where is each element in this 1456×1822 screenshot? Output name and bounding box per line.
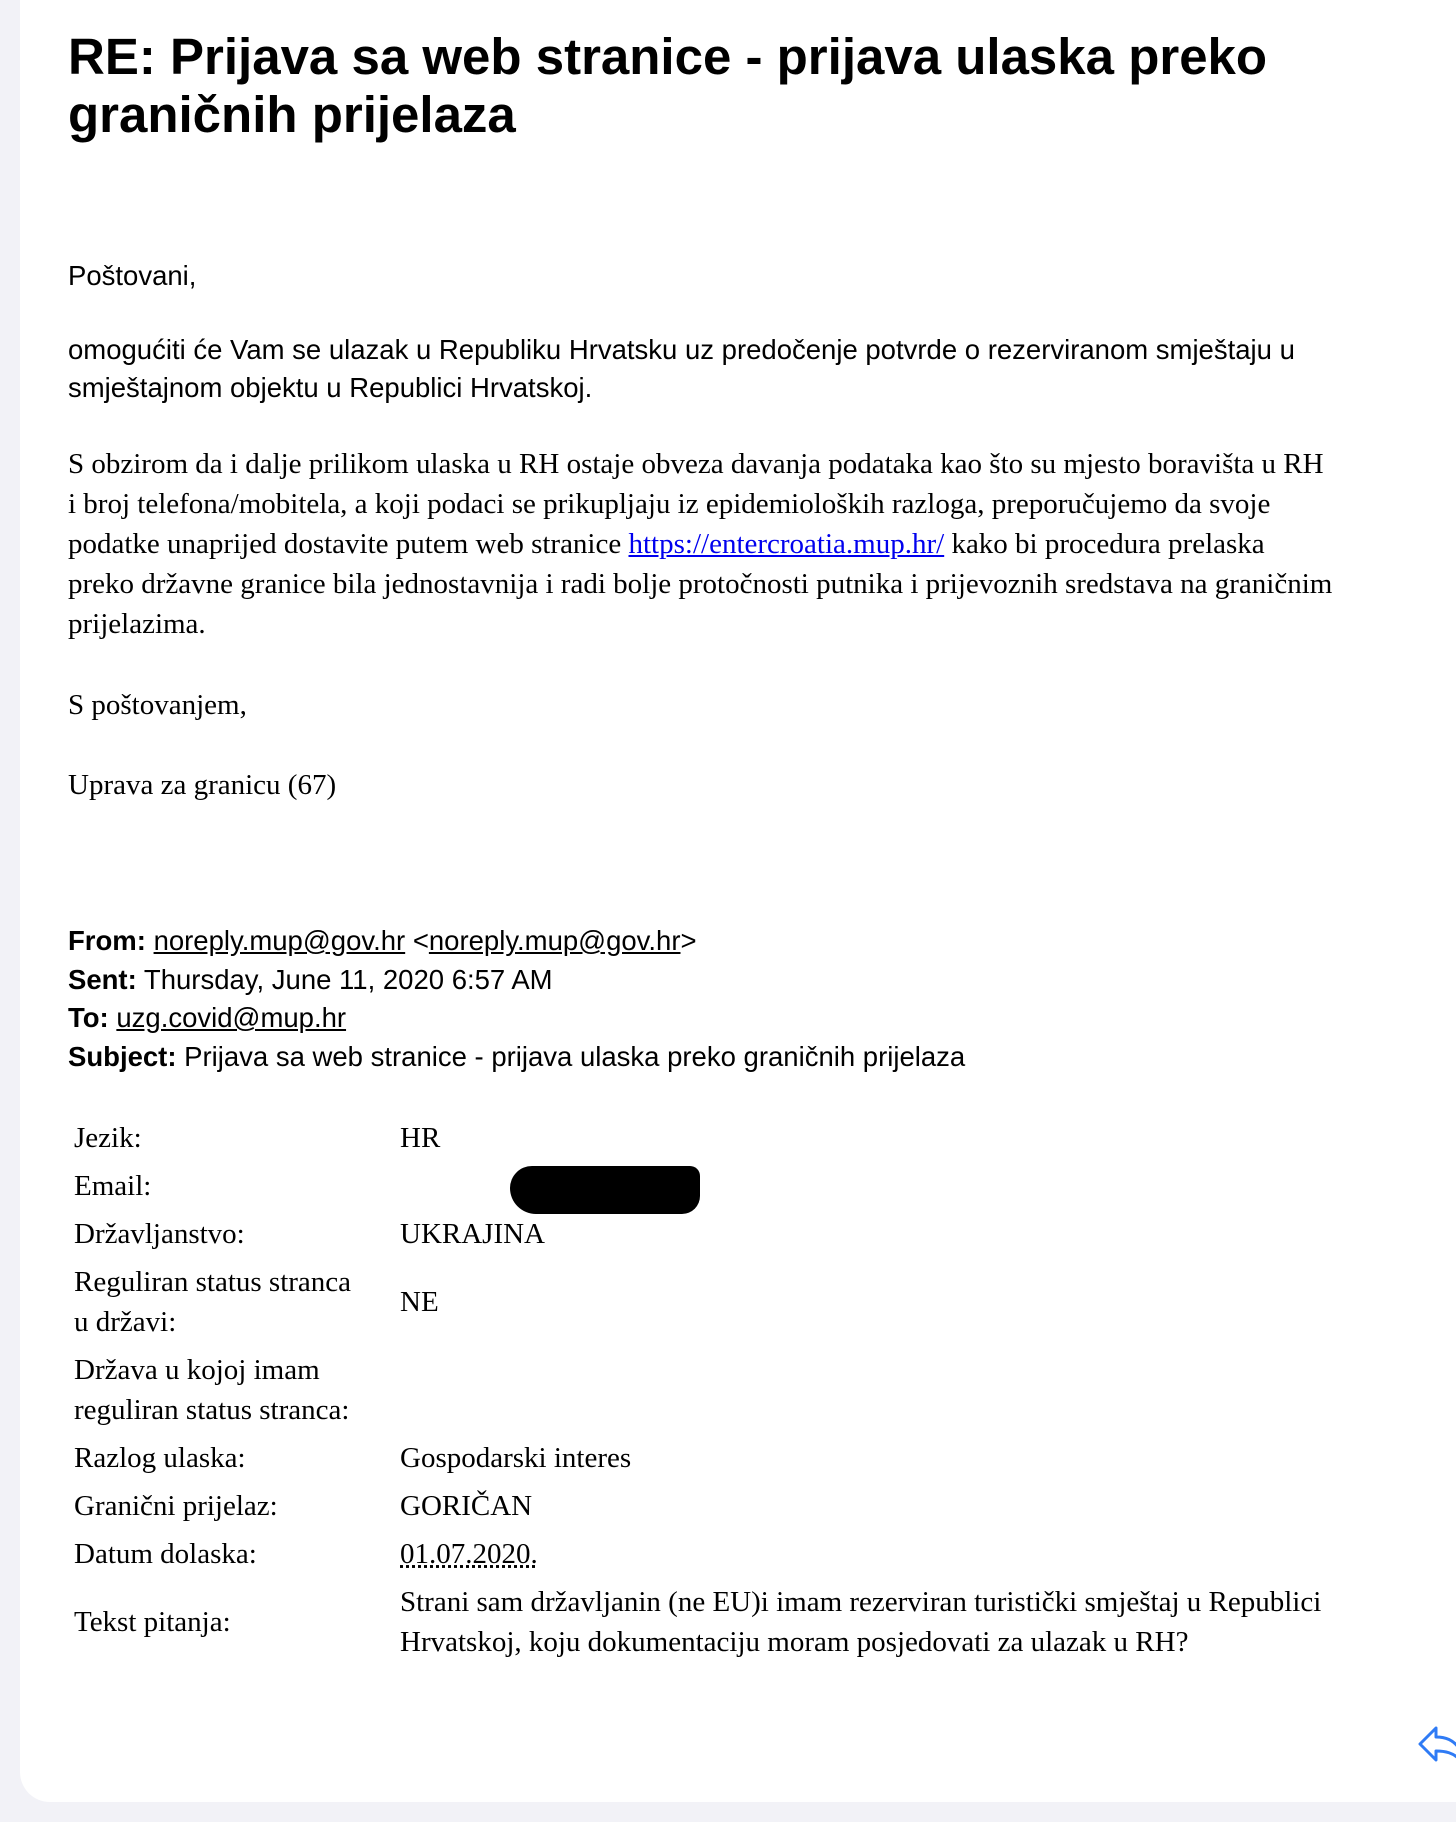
form-label: [68, 1350, 400, 1430]
sent-value: Thursday, June 11, 2020 6:57 AM: [143, 963, 553, 995]
form-label-line-1: Reguliran status stranca: [74, 1266, 352, 1298]
paragraph-2-line-3-before: podatke unaprijed dostavite putem web stranice: [68, 528, 629, 560]
sent-row: [68, 961, 965, 1000]
form-value: [400, 1534, 1456, 1574]
paragraph-1: omogućiti će Vam se ulazak u Republiku Hrvatsku uz predočenje potvrde o rezerviranom smještaju u smještajnom objektu u Republici Hrvatskoj.: [68, 334, 1295, 403]
form-value: [400, 1166, 1456, 1206]
form-label-line-2: reguliran status stranca:: [74, 1394, 350, 1426]
form-row-datum: [68, 1530, 1456, 1578]
sent-label: Sent:: [68, 963, 137, 995]
paragraph-2-line-3: [68, 524, 1332, 564]
form-label: [68, 1262, 400, 1342]
forwarded-headers: [68, 922, 965, 1076]
paragraph-2-line-5: prijelazima.: [68, 608, 206, 640]
form-row-razlog: [68, 1434, 1456, 1482]
form-row-jezik: [68, 1114, 1456, 1162]
form-label: Državljanstvo:: [74, 1218, 245, 1250]
paragraph-2-line-2: i broj telefona/mobitela, a koji podaci se prikupljaju iz epidemioloških razloga, preporučujemo da svoje: [68, 488, 1271, 520]
form-label: Email:: [74, 1170, 152, 1202]
form-label-line-2: u državi:: [74, 1306, 177, 1338]
form-label: Granični prijelaz:: [74, 1490, 278, 1522]
email-card: [20, 0, 1456, 1802]
form-value: UKRAJINA: [400, 1218, 545, 1250]
from-addr-link[interactable]: noreply.mup@gov.hr: [428, 925, 681, 956]
subject-value: Prijava sa web stranice - prijava ulaska preko graničnih prijelaza: [184, 1040, 966, 1072]
form-label: Razlog ulaska:: [74, 1442, 246, 1474]
from-name-link[interactable]: noreply.mup@gov.hr: [153, 925, 406, 956]
greeting: Poštovani,: [68, 260, 197, 291]
closing: S poštovanjem,: [68, 689, 247, 721]
form-label: Datum dolaska:: [74, 1538, 257, 1570]
entercroatia-link[interactable]: https://entercroatia.mup.hr/: [628, 528, 945, 560]
form-value: Gospodarski interes: [400, 1442, 632, 1474]
paragraph-2: [68, 444, 1332, 644]
form-row-granicni-prijelaz: [68, 1482, 1456, 1530]
to-value-link[interactable]: uzg.covid@mup.hr: [116, 1002, 347, 1033]
subject-row: [68, 1038, 965, 1077]
form-label-line-1: Država u kojoj imam: [74, 1354, 320, 1386]
paragraph-2-line-4: preko državne granice bila jednostavnija i radi bolje protočnosti putnika i prijevoznih sredstava na graničnim: [68, 568, 1333, 600]
form-value: GORIČAN: [400, 1490, 533, 1522]
from-addr-open: <: [412, 925, 429, 956]
from-addr-close: >: [680, 925, 697, 956]
form-value: NE: [400, 1286, 439, 1318]
form-value: [400, 1582, 1456, 1662]
date-value[interactable]: 01.07.2020.: [400, 1538, 538, 1570]
to-label: To:: [68, 1002, 109, 1033]
from-row: [68, 922, 965, 961]
form-value-line-2: Hrvatskoj, koju dokumentaciju moram posjedovati za ulazak u RH?: [400, 1626, 1189, 1658]
form-label: Tekst pitanja:: [74, 1606, 231, 1638]
submission-form-table: [68, 1114, 1456, 1666]
form-label: Jezik:: [74, 1122, 142, 1154]
form-row-drzava-status: [68, 1346, 1456, 1434]
form-row-email: [68, 1162, 1456, 1210]
paragraph-2-line-3-after: kako bi procedura prelaska: [944, 528, 1265, 560]
subject-label: Subject:: [68, 1040, 177, 1072]
reply-arrow-icon[interactable]: [1416, 1722, 1456, 1766]
form-row-reguliran-status: [68, 1258, 1456, 1346]
form-value-line-1: Strani sam državljanin (ne EU)i imam rezerviran turistički smještaj u Republici: [400, 1586, 1322, 1618]
form-value: HR: [400, 1122, 441, 1154]
to-row: [68, 999, 965, 1038]
paragraph-2-line-1: S obzirom da i dalje prilikom ulaska u RH ostaje obveza davanja podataka kao što su mjesto boravišta u RH: [68, 448, 1324, 480]
redaction-mark: [510, 1166, 700, 1214]
email-subject-title: RE: Prijava sa web stranice - prijava ulaska preko graničnih prijelaza: [68, 28, 1268, 143]
form-row-drzavljanstvo: [68, 1210, 1456, 1258]
from-label: From:: [68, 925, 146, 956]
signature: Uprava za granicu (67): [68, 769, 337, 801]
form-row-tekst-pitanja: [68, 1578, 1456, 1666]
email-value: [540, 1166, 685, 1206]
